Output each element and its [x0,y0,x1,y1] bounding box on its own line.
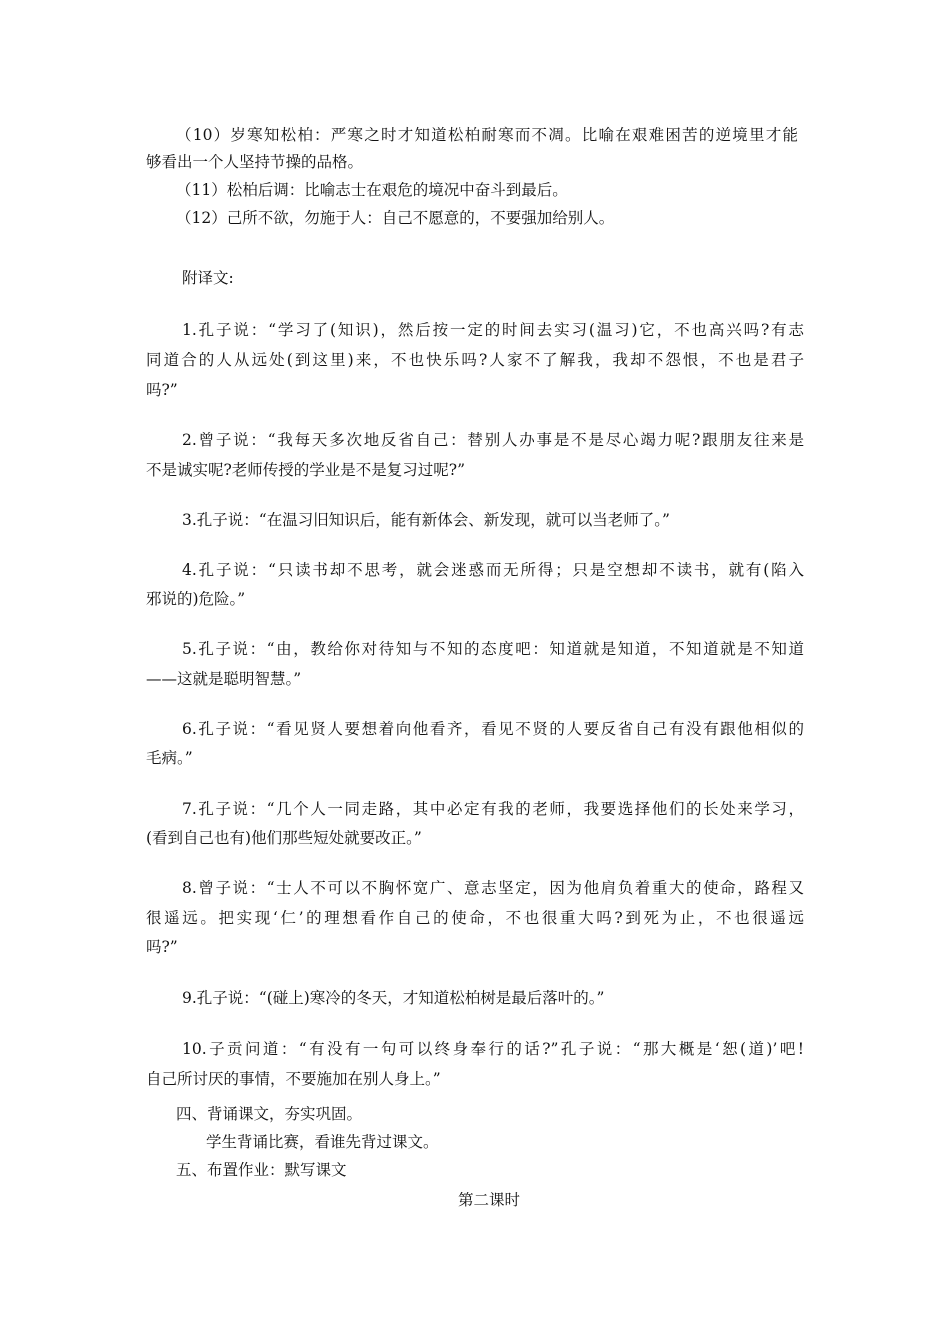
translation-7-line-2: (看到自己也有)他们那些短处就要改正。” [146,829,422,847]
note-11: （11）松柏后调：比喻志士在艰危的境况中奋斗到最后。 [176,181,568,199]
translation-4-line-1: 4.孔子说：“只读书却不思考，就会迷惑而无所得；只是空想却不读书，就有(陷入 [182,561,804,579]
note-10-line-1: （10）岁寒知松柏：严寒之时才知道松柏耐寒而不凋。比喻在艰难困苦的逆境里才能 [176,126,798,144]
translation-8-line-2: 很遥远。把实现‘仁’的理想看作自己的使命，不也很重大吗?到死为止，不也很遥远 [146,909,804,927]
translation-6-line-1: 6.孔子说：“看见贤人要想着向他看齐，看见不贤的人要反省自己有没有跟他相似的 [182,720,804,738]
translation-1-line-1: 1.孔子说：“学习了(知识)，然后按一定的时间去实习(温习)它，不也高兴吗?有志 [182,321,804,339]
translation-6-line-2: 毛病。” [146,749,193,767]
translation-1-line-2: 同道合的人从远处(到这里)来，不也快乐吗?人家不了解我，我却不怨恨，不也是君子 [146,351,804,369]
translation-9: 9.孔子说：“(碰上)寒冷的冬天，才知道松柏树是最后落叶的。” [182,989,605,1007]
step-five-heading: 五、布置作业：默写课文 [176,1161,347,1179]
translation-4-line-2: 邪说的)危险。” [146,590,246,608]
translation-1-line-3: 吗?” [146,381,178,399]
translation-5-line-2: ——这就是聪明智慧。” [146,670,302,688]
translation-10-line-2: 自己所讨厌的事情，不要施加在别人身上。” [146,1070,441,1088]
step-four-heading: 四、背诵课文，夯实巩固。 [176,1105,363,1123]
translation-10-line-1: 10.子贡问道：“有没有一句可以终身奉行的话?”孔子说：“那大概是‘恕(道)’吧! [182,1040,804,1058]
step-four-detail: 学生背诵比赛，看谁先背过课文。 [206,1133,439,1151]
note-12: （12）己所不欲，勿施于人：自己不愿意的，不要强加给别人。 [176,209,615,227]
translation-heading: 附译文: [182,269,234,287]
translation-8-line-1: 8.曾子说：“士人不可以不胸怀宽广、意志坚定，因为他肩负着重大的使命，路程又 [182,879,804,897]
translation-7-line-1: 7.孔子说：“几个人一同走路，其中必定有我的老师，我要选择他们的长处来学习， [182,800,804,818]
note-10-line-2: 够看出一个人坚持节操的品格。 [146,153,364,171]
translation-8-line-3: 吗?” [146,938,178,956]
second-lesson-title: 第二课时 [458,1191,521,1209]
translation-3: 3.孔子说：“在温习旧知识后，能有新体会、新发现，就可以当老师了。” [182,511,670,529]
translation-2-line-1: 2.曾子说：“我每天多次地反省自己：替别人办事是不是尽心竭力呢?跟朋友往来是 [182,431,804,449]
translation-2-line-2: 不是诚实呢?老师传授的学业是不是复习过呢?” [146,461,466,479]
translation-5-line-1: 5.孔子说：“由，教给你对待知与不知的态度吧：知道就是知道，不知道就是不知道 [182,640,804,658]
